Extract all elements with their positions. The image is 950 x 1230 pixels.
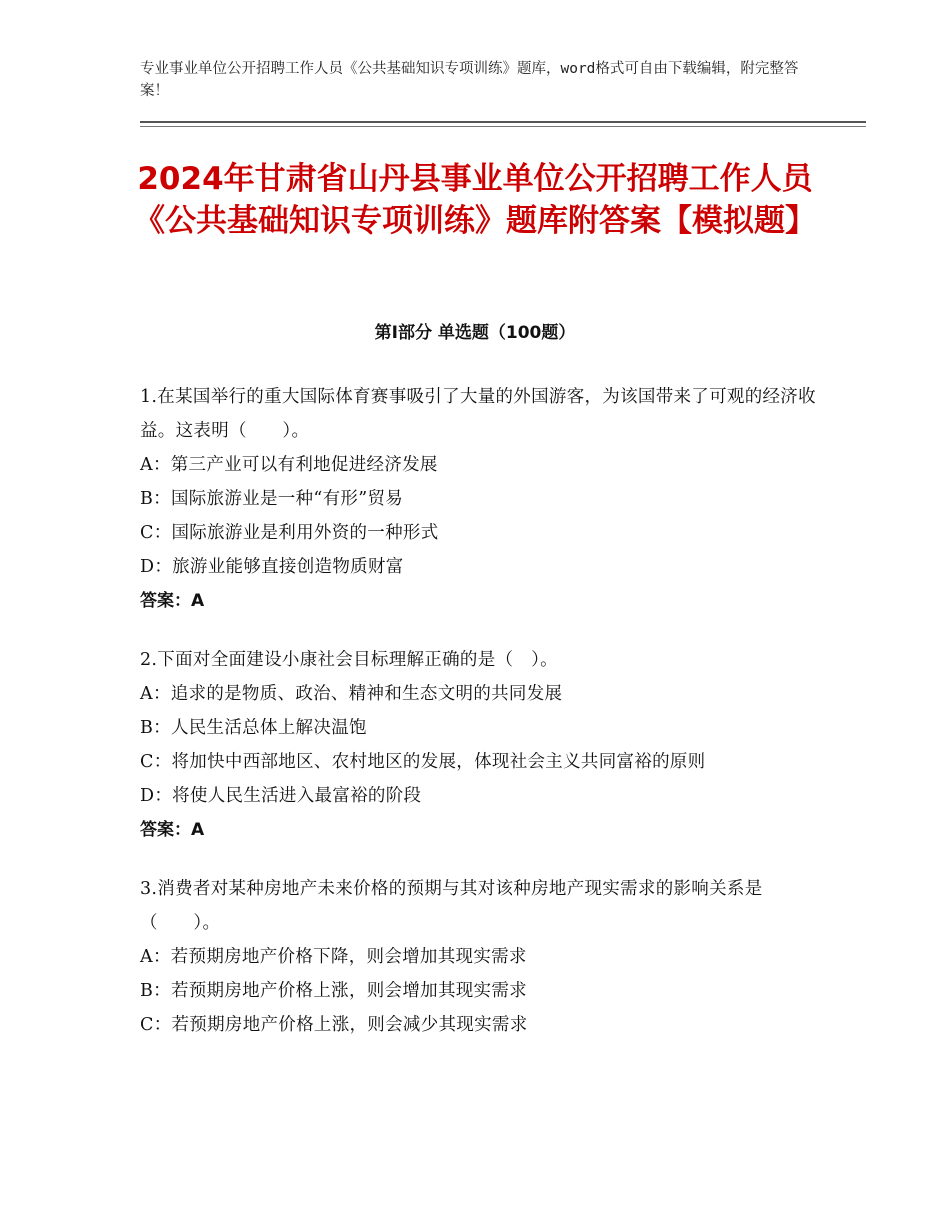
option-b: B：若预期房地产价格上涨，则会增加其现实需求 (140, 981, 527, 1001)
option-a: A：追求的是物质、政治、精神和生态文明的共同发展 (140, 684, 563, 704)
question-3 (140, 872, 820, 1042)
option-c: C：国际旅游业是利用外资的一种形式 (140, 523, 439, 543)
option-d: D：将使人民生活进入最富裕的阶段 (140, 786, 422, 806)
question-stem: 3.消费者对某种房地产未来价格的预期与其对该种房地产现实需求的影响关系是（ ）。 (140, 879, 763, 933)
question-list (140, 380, 820, 1067)
document-title: 2024年甘肃省山丹县事业单位公开招聘工作人员《公共基础知识专项训练》题库附答案【模拟题】 (134, 161, 816, 239)
option-a: A：若预期房地产价格下降，则会增加其现实需求 (140, 947, 527, 967)
option-c: C：将加快中西部地区、农村地区的发展，体现社会主义共同富裕的原则 (140, 752, 706, 772)
header-rule-thick (140, 121, 866, 123)
option-d: D：旅游业能够直接创造物质财富 (140, 557, 404, 577)
answer: 答案：A (140, 820, 205, 840)
question-1 (140, 380, 820, 618)
answer: 答案：A (140, 591, 205, 611)
question-2 (140, 643, 820, 847)
option-c: C：若预期房地产价格上涨，则会减少其现实需求 (140, 1015, 528, 1035)
question-stem: 1.在某国举行的重大国际体育赛事吸引了大量的外国游客，为该国带来了可观的经济收益。这表明（ ）。 (140, 387, 816, 441)
option-b: B：国际旅游业是一种“有形”贸易 (140, 489, 404, 509)
question-stem: 2.下面对全面建设小康社会目标理解正确的是（ ）。 (140, 650, 558, 670)
option-b: B：人民生活总体上解决温饱 (140, 718, 367, 738)
header-note: 专业事业单位公开招聘工作人员《公共基础知识专项训练》题库，word格式可自由下载编辑，附完整答案！ (140, 61, 799, 99)
section-heading: 第Ⅰ部分 单选题（100题） (374, 323, 576, 343)
option-a: A：第三产业可以有利地促进经济发展 (140, 455, 438, 475)
header-rule-thin (140, 126, 866, 127)
